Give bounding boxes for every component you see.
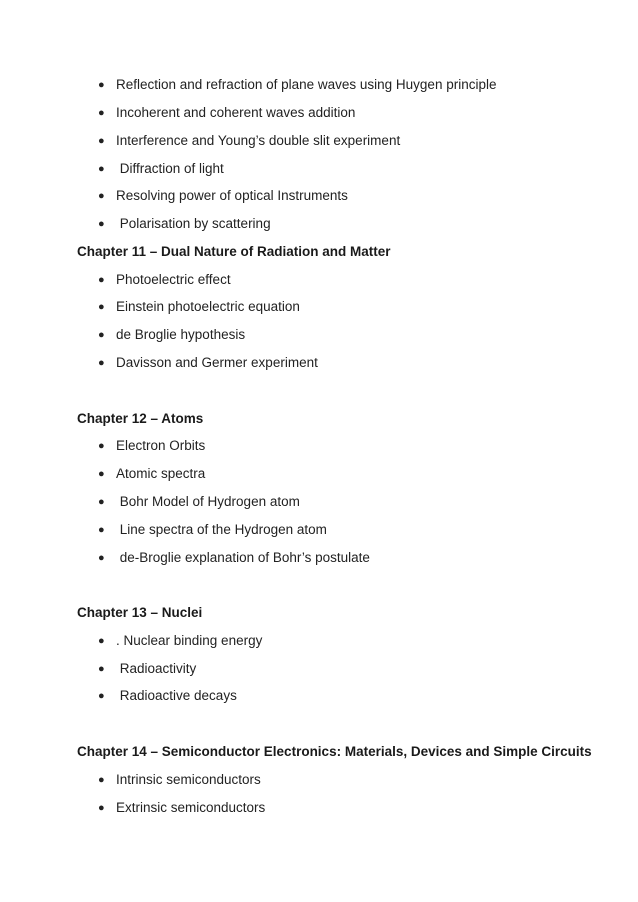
list-item	[98, 103, 355, 123]
bullet-icon: ●	[98, 107, 105, 119]
chapter-12-heading: Chapter 12 – Atoms	[77, 411, 204, 426]
list-item-text: Extrinsic semiconductors	[116, 800, 266, 815]
list-item-text: Resolving power of optical Instruments	[116, 188, 348, 203]
bullet-icon: ●	[98, 163, 105, 175]
list-item	[98, 548, 370, 568]
list-item-text: Electron Orbits	[116, 438, 206, 453]
list-item	[98, 131, 400, 151]
list-item	[98, 297, 300, 317]
list-item	[98, 798, 265, 818]
list-item-text: Intrinsic semiconductors	[116, 772, 261, 787]
list-item-text: Incoherent and coherent waves addition	[116, 105, 356, 120]
bullet-icon: ●	[98, 690, 105, 702]
list-item-text: Bohr Model of Hydrogen atom	[116, 494, 300, 509]
list-item	[98, 214, 271, 234]
bullet-icon: ●	[98, 635, 105, 647]
bullet-icon: ●	[98, 440, 105, 452]
list-item	[98, 270, 231, 290]
list-item	[98, 353, 318, 373]
list-item	[98, 75, 496, 95]
bullet-icon: ●	[98, 802, 105, 814]
list-item	[98, 631, 262, 651]
list-item-text: Radioactive decays	[116, 688, 237, 703]
chapter-13-heading: Chapter 13 – Nuclei	[77, 605, 203, 620]
bullet-icon: ●	[98, 524, 105, 536]
list-item	[98, 436, 205, 456]
list-item-text: de Broglie hypothesis	[116, 327, 246, 342]
bullet-icon: ●	[98, 190, 105, 202]
bullet-icon: ●	[98, 301, 105, 313]
bullet-icon: ●	[98, 79, 105, 91]
list-item	[98, 325, 245, 345]
list-item-text: . Nuclear binding energy	[116, 633, 263, 648]
list-item-text: Radioactivity	[116, 661, 197, 676]
chapter-14-heading: Chapter 14 – Semiconductor Electronics: Materials, Devices and Simple Circuits	[77, 744, 592, 759]
list-item	[98, 159, 224, 179]
bullet-icon: ●	[98, 663, 105, 675]
list-item-text: Interference and Young’s double slit experiment	[116, 133, 401, 148]
list-item-text: Polarisation by scattering	[116, 216, 271, 231]
bullet-icon: ●	[98, 552, 105, 564]
list-item-text: Atomic spectra	[116, 466, 206, 481]
list-item	[98, 770, 261, 790]
list-item-text: Line spectra of the Hydrogen atom	[116, 522, 327, 537]
list-item	[98, 464, 205, 484]
list-item	[98, 686, 237, 706]
bullet-icon: ●	[98, 496, 105, 508]
bullet-icon: ●	[98, 218, 105, 230]
list-item	[98, 659, 196, 679]
list-item	[98, 492, 300, 512]
list-item-text: Davisson and Germer experiment	[116, 355, 318, 370]
bullet-icon: ●	[98, 135, 105, 147]
bullet-icon: ●	[98, 274, 105, 286]
bullet-icon: ●	[98, 468, 105, 480]
list-item-text: Photoelectric effect	[116, 272, 231, 287]
list-item-text: Reflection and refraction of plane waves using Huygen principle	[116, 77, 497, 92]
list-item	[98, 186, 348, 206]
bullet-icon: ●	[98, 329, 105, 341]
bullet-icon: ●	[98, 774, 105, 786]
list-item	[98, 520, 327, 540]
chapter-11-heading: Chapter 11 – Dual Nature of Radiation and Matter	[77, 244, 391, 259]
list-item-text: Diffraction of light	[116, 161, 224, 176]
list-item-text: de-Broglie explanation of Bohr’s postulate	[116, 550, 370, 565]
bullet-icon: ●	[98, 357, 105, 369]
list-item-text: Einstein photoelectric equation	[116, 299, 300, 314]
